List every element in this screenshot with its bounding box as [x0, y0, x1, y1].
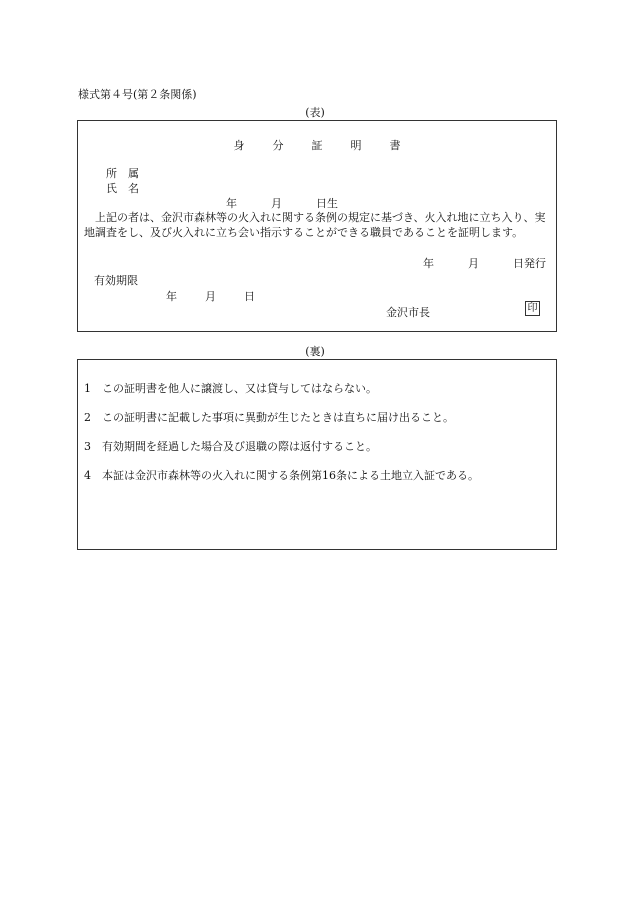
validity-label: 有効期限: [94, 274, 138, 287]
validity-day: 日: [244, 290, 255, 303]
title-char: 書: [389, 139, 401, 152]
issued-date-line: [423, 255, 546, 271]
birth-date-line: [226, 195, 338, 211]
back-caption: (裏): [305, 345, 325, 358]
certificate-title: [78, 137, 556, 153]
certificate-body: 上記の者は、金沢市森林等の火入れに関する条例の規定に基づき、火入れ地に立ち入り、実地調査をし、及び火入れに立ち会い指示することができる職員であることを証明します。: [84, 211, 546, 239]
note-item: [84, 380, 377, 396]
note-text: この証明書に記載した事項に異動が生じたときは直ちに届け出ること。: [102, 411, 454, 424]
name-label: 氏 名: [106, 182, 139, 195]
note-text: 本証は金沢市森林等の火入れに関する条例第16条による土地立入証である。: [102, 469, 479, 482]
title-char: 身: [233, 139, 245, 152]
title-char: 分: [272, 139, 284, 152]
title-char: 明: [350, 139, 362, 152]
title-char: 証: [311, 139, 323, 152]
issued-day: 日発行: [513, 257, 546, 270]
birth-year: 年: [226, 197, 237, 210]
birth-day: 日生: [316, 197, 338, 210]
certificate-back: [77, 359, 557, 550]
issued-year: 年: [423, 257, 434, 270]
certificate-front: [77, 120, 557, 332]
note-item: [84, 438, 377, 454]
form-number: 様式第４号(第２条関係): [78, 88, 197, 101]
validity-date-line: [166, 288, 255, 304]
note-text: 有効期間を経過した場合及び退職の際は返付すること。: [102, 440, 377, 453]
note-item: [84, 409, 454, 425]
note-item: [84, 467, 479, 483]
issued-month: 月: [468, 257, 479, 270]
birth-month: 月: [271, 197, 282, 210]
affiliation-label: 所 属: [106, 167, 139, 180]
note-number: 3: [84, 440, 91, 453]
front-caption: (表): [305, 106, 325, 119]
validity-month: 月: [205, 290, 216, 303]
seal-stamp: 印: [525, 301, 540, 316]
mayor-label: 金沢市長: [386, 306, 430, 319]
note-number: 1: [84, 382, 91, 395]
note-text: この証明書を他人に譲渡し、又は貸与してはならない。: [102, 382, 377, 395]
validity-year: 年: [166, 290, 177, 303]
note-number: 4: [84, 469, 91, 482]
note-number: 2: [84, 411, 91, 424]
